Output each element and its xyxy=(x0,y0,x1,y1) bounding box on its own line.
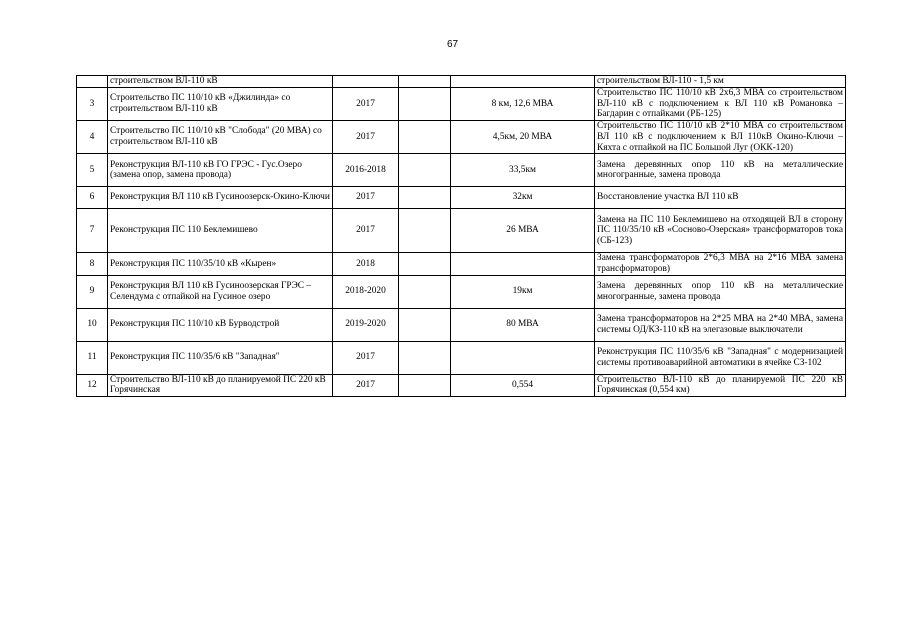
table-row xyxy=(77,308,846,341)
object-name-cell: Строительство ПС 110/10 кВ "Слобода" (20 МВА) со строительством ВЛ-110 кВ xyxy=(108,121,333,154)
empty-cell xyxy=(399,88,451,121)
object-name-cell: Реконструкция ПС 110/35/10 кВ «Кырен» xyxy=(108,253,333,275)
description-cell: Замена трансформаторов 2*6,3 МВА на 2*16 МВА замена трансформаторов) xyxy=(595,253,846,275)
year-cell: 2017 xyxy=(333,88,399,121)
capacity-cell: 33,5км xyxy=(451,154,595,187)
year-cell: 2017 xyxy=(333,341,399,374)
table-row xyxy=(77,209,846,253)
capacity-cell xyxy=(451,253,595,275)
table-row xyxy=(77,187,846,209)
row-number-cell: 3 xyxy=(77,88,108,121)
row-number-cell: 5 xyxy=(77,154,108,187)
table-row xyxy=(77,76,846,88)
empty-cell xyxy=(399,187,451,209)
object-name-cell: Реконструкция ВЛ 110 кВ Гусиноозерская ГРЭС – Селендума с отпайкой на Гусиное озеро xyxy=(108,275,333,308)
empty-cell xyxy=(399,275,451,308)
capacity-cell: 26 МВА xyxy=(451,209,595,253)
object-name-cell: Реконструкция ПС 110/35/6 кВ "Западная" xyxy=(108,341,333,374)
empty-cell xyxy=(399,121,451,154)
table-row xyxy=(77,374,846,396)
row-number-cell: 6 xyxy=(77,187,108,209)
table-row xyxy=(77,88,846,121)
row-number-cell: 11 xyxy=(77,341,108,374)
empty-cell xyxy=(399,308,451,341)
description-cell: Строительство ПС 110/10 кВ 2х6,3 МВА со строительством ВЛ-110 кВ с подключением к ВЛ 110 кВ Романовка – Багдарин с отпайками (РБ-125) xyxy=(595,88,846,121)
description-cell: Замена деревянных опор 110 кВ на металлические многогранные, замена провода xyxy=(595,275,846,308)
object-name-cell: строительством ВЛ-110 кВ xyxy=(108,76,333,88)
capacity-cell: 80 МВА xyxy=(451,308,595,341)
projects-table xyxy=(76,75,846,397)
row-number-cell: 8 xyxy=(77,253,108,275)
row-number-cell: 9 xyxy=(77,275,108,308)
object-name-cell: Строительство ПС 110/10 кВ «Джилинда» со строительством ВЛ-110 кВ xyxy=(108,88,333,121)
year-cell: 2018 xyxy=(333,253,399,275)
row-number-cell: 7 xyxy=(77,209,108,253)
table-body xyxy=(77,76,846,397)
empty-cell xyxy=(399,76,451,88)
capacity-cell: 19км xyxy=(451,275,595,308)
object-name-cell: Реконструкция ВЛ 110 кВ Гусиноозерск-Окино-Ключи xyxy=(108,187,333,209)
year-cell: 2017 xyxy=(333,374,399,396)
description-cell: Замена трансформаторов на 2*25 МВА на 2*40 МВА, замена системы ОД/КЗ-110 кВ на элегазовые выключатели xyxy=(595,308,846,341)
capacity-cell xyxy=(451,341,595,374)
table-row xyxy=(77,121,846,154)
table-row xyxy=(77,253,846,275)
capacity-cell xyxy=(451,76,595,88)
description-cell: Замена деревянных опор 110 кВ на металлические многогранные, замена провода xyxy=(595,154,846,187)
year-cell: 2019-2020 xyxy=(333,308,399,341)
description-cell: Строительство ПС 110/10 кВ 2*10 МВА со строительством ВЛ 110 кВ с подключением к ВЛ 110кВ Окино-Ключи –Кяхта с отпайкой на ПС Большой Луг (ОКК-120) xyxy=(595,121,846,154)
row-number-cell: 10 xyxy=(77,308,108,341)
row-number-cell: 12 xyxy=(77,374,108,396)
year-cell: 2018-2020 xyxy=(333,275,399,308)
description-cell: Восстановление участка ВЛ 110 кВ xyxy=(595,187,846,209)
year-cell xyxy=(333,76,399,88)
empty-cell xyxy=(399,154,451,187)
year-cell: 2016-2018 xyxy=(333,154,399,187)
table-row xyxy=(77,275,846,308)
description-cell: строительством ВЛ-110 - 1,5 км xyxy=(595,76,846,88)
description-cell: Строительство ВЛ-110 кВ до планируемой ПС 220 кВ Горячинская (0,554 км) xyxy=(595,374,846,396)
object-name-cell: Реконструкция ВЛ-110 кВ ГО ГРЭС - Гус.Озеро (замена опор, замена провода) xyxy=(108,154,333,187)
object-name-cell: Реконструкция ПС 110 Беклемишево xyxy=(108,209,333,253)
row-number-cell xyxy=(77,76,108,88)
row-number-cell: 4 xyxy=(77,121,108,154)
capacity-cell: 32км xyxy=(451,187,595,209)
object-name-cell: Реконструкция ПС 110/10 кВ Бурводстрой xyxy=(108,308,333,341)
capacity-cell: 4,5км, 20 МВА xyxy=(451,121,595,154)
capacity-cell: 0,554 xyxy=(451,374,595,396)
year-cell: 2017 xyxy=(333,121,399,154)
capacity-cell: 8 км, 12,6 МВА xyxy=(451,88,595,121)
year-cell: 2017 xyxy=(333,187,399,209)
year-cell: 2017 xyxy=(333,209,399,253)
description-cell: Реконструкция ПС 110/35/6 кВ "Западная" с модернизацией системы противоаварийной автоматики в ячейке СЗ-102 xyxy=(595,341,846,374)
empty-cell xyxy=(399,374,451,396)
empty-cell xyxy=(399,253,451,275)
page-number: 67 xyxy=(446,39,459,50)
description-cell: Замена на ПС 110 Беклемишево на отходящей ВЛ в сторону ПС 110/35/10 кВ «Сосново-Озерская» трансформаторов тока (СБ-123) xyxy=(595,209,846,253)
empty-cell xyxy=(399,341,451,374)
table-row xyxy=(77,154,846,187)
object-name-cell: Строительство ВЛ-110 кВ до планируемой ПС 220 кВ Горячинская xyxy=(108,374,333,396)
empty-cell xyxy=(399,209,451,253)
table-row xyxy=(77,341,846,374)
